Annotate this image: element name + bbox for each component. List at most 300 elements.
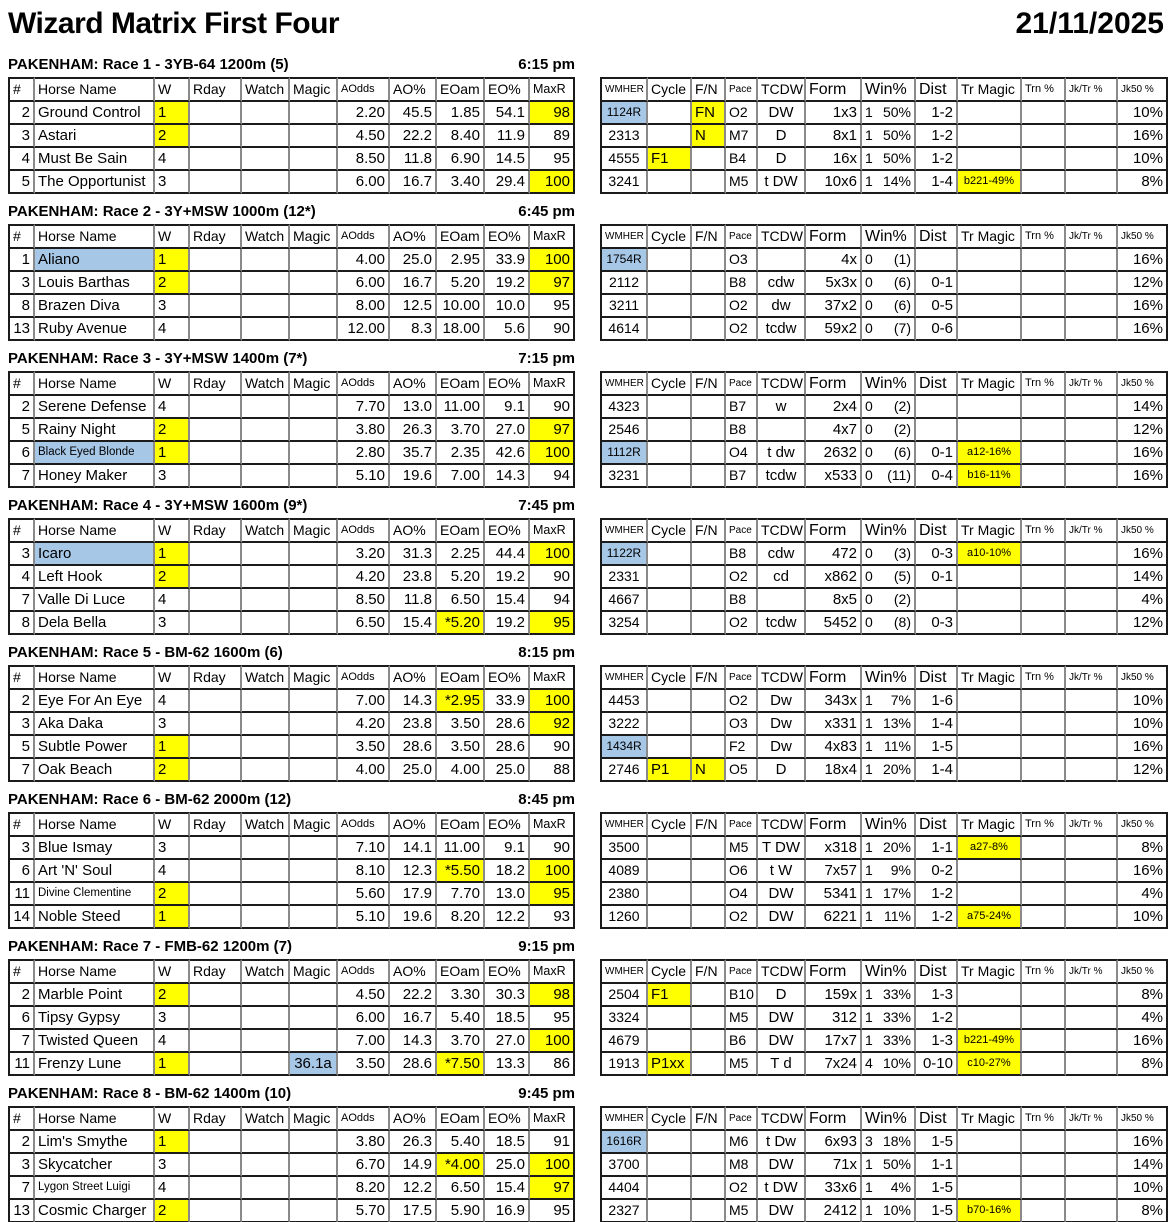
cell-trn [1022, 1131, 1066, 1154]
cell-eo: 19.2 [485, 612, 530, 635]
cell-aodds: 3.80 [338, 1131, 390, 1154]
cell-tcdw: Dw [758, 713, 806, 736]
col-header-pace: Pace [726, 224, 758, 249]
cell-eoam: 6.90 [437, 148, 485, 171]
cell-maxr: 97 [530, 272, 575, 295]
cell-rday [190, 1007, 242, 1030]
cell-maxr: 100 [530, 1154, 575, 1177]
cell-jktr [1066, 713, 1118, 736]
cell-cycle [648, 1007, 692, 1030]
cell-maxr: 97 [530, 1177, 575, 1200]
header-row [8, 518, 575, 543]
col-header-ao: AO% [390, 224, 437, 249]
cell-jk50: 10% [1118, 690, 1168, 713]
cell-tcdw: D [758, 984, 806, 1007]
cell-tcdw: DW [758, 906, 806, 929]
col-header-eoam: EOam [437, 1106, 485, 1131]
cell-fn [692, 171, 726, 194]
win-value [865, 543, 911, 564]
cell-aodds: 3.80 [338, 419, 390, 442]
win-count: 0 [865, 251, 873, 267]
cell-win [862, 249, 916, 272]
cell-name: Marble Point [35, 984, 155, 1007]
cell-maxr: 100 [530, 1030, 575, 1053]
cell-trn [1022, 1200, 1066, 1222]
cell-dist: 1-3 [916, 984, 958, 1007]
cell-eo: 25.0 [485, 759, 530, 782]
cell-tcdw [758, 249, 806, 272]
cell-wmher: 3254 [600, 612, 648, 635]
cell-name: Frenzy Lune [35, 1053, 155, 1076]
race-title: PAKENHAM: Race 6 - BM-62 2000m (12) [8, 791, 292, 808]
cell-tcdw: tcdw [758, 612, 806, 635]
cell-magic [290, 566, 338, 589]
runner-row [600, 419, 1168, 442]
col-header-trmagic: Tr Magic [958, 665, 1022, 690]
col-header-wmher: WMHER [600, 224, 648, 249]
cell-dist: 0-6 [916, 318, 958, 341]
win-count: 0 [865, 467, 873, 483]
cell-maxr: 92 [530, 713, 575, 736]
runner-row [8, 736, 575, 759]
cell-wmher: 4089 [600, 860, 648, 883]
cell-num: 7 [8, 759, 35, 782]
col-header-tcdw: TCDW [758, 371, 806, 396]
cell-magic [290, 736, 338, 759]
cell-maxr: 95 [530, 612, 575, 635]
cell-win [862, 171, 916, 194]
race-2-right-table [600, 224, 1168, 341]
col-header-eoam: EOam [437, 959, 485, 984]
header-row [600, 224, 1168, 249]
cell-trn [1022, 759, 1066, 782]
cell-aodds: 6.70 [338, 1154, 390, 1177]
cell-rday [190, 1131, 242, 1154]
cell-jk50: 8% [1118, 984, 1168, 1007]
cell-name: Icaro [35, 543, 155, 566]
cell-eoam: *4.00 [437, 1154, 485, 1177]
cell-ao: 26.3 [390, 1131, 437, 1154]
cell-name: Aliano [35, 249, 155, 272]
cell-trn [1022, 713, 1066, 736]
cell-ao: 12.5 [390, 295, 437, 318]
cell-w: 3 [155, 1007, 190, 1030]
races-container [0, 55, 1172, 1222]
cell-ao: 22.2 [390, 125, 437, 148]
cell-pace: B10 [726, 984, 758, 1007]
win-value [865, 171, 911, 192]
cell-jktr [1066, 883, 1118, 906]
header-row [8, 371, 575, 396]
cell-jktr [1066, 736, 1118, 759]
cell-trn [1022, 1053, 1066, 1076]
cell-fn [692, 837, 726, 860]
cell-aodds: 4.20 [338, 713, 390, 736]
col-header-jktr: Jk/Tr % [1066, 371, 1118, 396]
cell-eo: 29.4 [485, 171, 530, 194]
cell-magic [290, 272, 338, 295]
cell-dist: 0-1 [916, 566, 958, 589]
col-header-watch: Watch [242, 959, 290, 984]
win-value [865, 713, 911, 734]
cell-aodds: 6.50 [338, 612, 390, 635]
col-header-magic: Magic [290, 959, 338, 984]
win-value [865, 295, 911, 316]
col-header-wmher: WMHER [600, 1106, 648, 1131]
cell-aodds: 2.80 [338, 442, 390, 465]
col-header-tcdw: TCDW [758, 1106, 806, 1131]
cell-rday [190, 272, 242, 295]
cell-cycle [648, 125, 692, 148]
cell-jk50: 16% [1118, 318, 1168, 341]
win-percent: (6) [893, 444, 911, 460]
cell-eoam: 3.50 [437, 736, 485, 759]
cell-cycle [648, 1200, 692, 1222]
cell-num: 6 [8, 1007, 35, 1030]
win-percent: 11% [884, 908, 911, 924]
win-count: 0 [865, 297, 873, 313]
cell-magic [290, 690, 338, 713]
cell-jk50: 12% [1118, 759, 1168, 782]
cell-eo: 13.3 [485, 1053, 530, 1076]
cell-fn [692, 148, 726, 171]
cell-ao: 12.3 [390, 860, 437, 883]
cell-trn [1022, 566, 1066, 589]
cell-magic [290, 759, 338, 782]
cell-trmagic: b221-49% [958, 1030, 1022, 1053]
runner-row [8, 419, 575, 442]
cell-magic [290, 171, 338, 194]
cell-trn [1022, 318, 1066, 341]
win-count: 3 [865, 1133, 873, 1149]
col-header-trmagic: Tr Magic [958, 77, 1022, 102]
win-count: 1 [865, 908, 873, 924]
cell-fn [692, 318, 726, 341]
cell-num: 6 [8, 442, 35, 465]
header-row [8, 224, 575, 249]
col-header-num: # [8, 812, 35, 837]
runner-row [600, 148, 1168, 171]
runner-row [600, 318, 1168, 341]
win-percent: 9% [890, 862, 911, 878]
cell-form: 1x3 [806, 102, 862, 125]
col-header-rday: Rday [190, 665, 242, 690]
col-header-cycle: Cycle [648, 518, 692, 543]
runner-row [8, 125, 575, 148]
cell-maxr: 98 [530, 984, 575, 1007]
cell-tcdw: t Dw [758, 1131, 806, 1154]
cell-rday [190, 148, 242, 171]
cell-w: 3 [155, 465, 190, 488]
cell-watch [242, 396, 290, 419]
cell-form: 10x6 [806, 171, 862, 194]
cell-form: 16x [806, 148, 862, 171]
cell-pace: O2 [726, 318, 758, 341]
col-header-jktr: Jk/Tr % [1066, 959, 1118, 984]
runner-row [8, 249, 575, 272]
cell-name: Louis Barthas [35, 272, 155, 295]
cell-pace: O2 [726, 295, 758, 318]
cell-jktr [1066, 442, 1118, 465]
col-header-rday: Rday [190, 224, 242, 249]
cell-jktr [1066, 1030, 1118, 1053]
cell-jk50: 16% [1118, 295, 1168, 318]
cell-rday [190, 125, 242, 148]
col-header-rday: Rday [190, 371, 242, 396]
cell-cycle [648, 543, 692, 566]
cell-ao: 19.6 [390, 465, 437, 488]
cell-pace: O2 [726, 690, 758, 713]
cell-maxr: 100 [530, 171, 575, 194]
col-header-dist: Dist [916, 518, 958, 543]
cell-cycle [648, 906, 692, 929]
cell-ao: 14.9 [390, 1154, 437, 1177]
win-percent: (3) [893, 545, 911, 561]
cell-form: 159x [806, 984, 862, 1007]
cell-magic [290, 589, 338, 612]
cell-eo: 14.5 [485, 148, 530, 171]
cell-name: Twisted Queen [35, 1030, 155, 1053]
cell-fn: N [692, 759, 726, 782]
col-header-win: Win% [862, 1106, 916, 1131]
cell-win [862, 860, 916, 883]
runner-row [600, 1131, 1168, 1154]
col-header-ao: AO% [390, 959, 437, 984]
cell-tcdw: t W [758, 860, 806, 883]
col-header-jktr: Jk/Tr % [1066, 224, 1118, 249]
cell-tcdw: t dw [758, 442, 806, 465]
cell-w: 2 [155, 1200, 190, 1222]
cell-dist: 0-3 [916, 612, 958, 635]
runner-row [8, 295, 575, 318]
runner-row [600, 713, 1168, 736]
cell-num: 2 [8, 690, 35, 713]
cell-cycle [648, 713, 692, 736]
cell-fn [692, 883, 726, 906]
runner-row [8, 860, 575, 883]
col-header-magic: Magic [290, 371, 338, 396]
cell-fn [692, 1200, 726, 1222]
cell-jk50: 4% [1118, 589, 1168, 612]
cell-trmagic [958, 396, 1022, 419]
cell-eo: 33.9 [485, 249, 530, 272]
race-time: 9:15 pm [518, 938, 575, 955]
win-value [865, 1131, 911, 1152]
cell-cycle [648, 860, 692, 883]
cell-jktr [1066, 171, 1118, 194]
cell-name: Skycatcher [35, 1154, 155, 1177]
col-header-jk50: Jk50 % [1118, 1106, 1168, 1131]
cell-eo: 15.4 [485, 589, 530, 612]
col-header-trmagic: Tr Magic [958, 959, 1022, 984]
col-header-fn: F/N [692, 665, 726, 690]
cell-ao: 15.4 [390, 612, 437, 635]
cell-eoam: *7.50 [437, 1053, 485, 1076]
cell-wmher: 2327 [600, 1200, 648, 1222]
cell-eo: 33.9 [485, 690, 530, 713]
cell-num: 13 [8, 1200, 35, 1222]
cell-magic [290, 249, 338, 272]
race-1-left-table [8, 77, 575, 194]
cell-name: Left Hook [35, 566, 155, 589]
runner-row [8, 589, 575, 612]
runner-row [600, 759, 1168, 782]
cell-watch [242, 906, 290, 929]
cell-win [862, 102, 916, 125]
cell-eoam: 3.50 [437, 713, 485, 736]
cell-rday [190, 318, 242, 341]
cell-w: 1 [155, 1053, 190, 1076]
cell-win [862, 1200, 916, 1222]
race-header [8, 55, 575, 74]
win-value [865, 148, 911, 169]
cell-jk50: 16% [1118, 442, 1168, 465]
cell-wmher: 4667 [600, 589, 648, 612]
cell-rday [190, 1030, 242, 1053]
cell-num: 3 [8, 837, 35, 860]
cell-maxr: 94 [530, 465, 575, 488]
cell-form: 6221 [806, 906, 862, 929]
col-header-pace: Pace [726, 1106, 758, 1131]
cell-aodds: 8.50 [338, 589, 390, 612]
cell-aodds: 3.50 [338, 736, 390, 759]
cell-trn [1022, 102, 1066, 125]
cell-pace: O4 [726, 442, 758, 465]
win-value [865, 442, 911, 463]
runner-row [600, 295, 1168, 318]
col-header-trn: Trn % [1022, 371, 1066, 396]
cell-magic [290, 318, 338, 341]
cell-jk50: 16% [1118, 1131, 1168, 1154]
cell-trmagic [958, 148, 1022, 171]
header-row [600, 665, 1168, 690]
cell-wmher: 1616R [600, 1131, 648, 1154]
cell-jk50: 14% [1118, 566, 1168, 589]
col-header-name: Horse Name [35, 812, 155, 837]
col-header-cycle: Cycle [648, 224, 692, 249]
cell-maxr: 95 [530, 295, 575, 318]
cell-num: 5 [8, 171, 35, 194]
cell-aodds: 7.00 [338, 690, 390, 713]
win-count: 1 [865, 761, 873, 777]
win-percent: 13% [882, 715, 911, 731]
win-percent: 10% [882, 1055, 911, 1071]
cell-eo: 42.6 [485, 442, 530, 465]
col-header-form: Form [806, 665, 862, 690]
cell-pace: M5 [726, 1007, 758, 1030]
cell-form: 8x5 [806, 589, 862, 612]
col-header-jk50: Jk50 % [1118, 518, 1168, 543]
cell-rday [190, 1200, 242, 1222]
cell-rday [190, 1177, 242, 1200]
col-header-watch: Watch [242, 77, 290, 102]
cell-wmher: 4679 [600, 1030, 648, 1053]
col-header-eoam: EOam [437, 77, 485, 102]
win-percent: 33% [882, 1009, 911, 1025]
cell-jktr [1066, 1200, 1118, 1222]
cell-fn: FN [692, 102, 726, 125]
cell-name: Subtle Power [35, 736, 155, 759]
col-header-maxr: MaxR [530, 959, 575, 984]
col-header-fn: F/N [692, 518, 726, 543]
cell-wmher: 4323 [600, 396, 648, 419]
cell-jktr [1066, 984, 1118, 1007]
col-header-fn: F/N [692, 1106, 726, 1131]
cell-jktr [1066, 566, 1118, 589]
cell-fn [692, 543, 726, 566]
cell-num: 6 [8, 860, 35, 883]
cell-cycle [648, 1177, 692, 1200]
cell-num: 14 [8, 906, 35, 929]
runner-row [8, 1030, 575, 1053]
cell-ao: 14.1 [390, 837, 437, 860]
cell-watch [242, 1200, 290, 1222]
col-header-magic: Magic [290, 224, 338, 249]
col-header-form: Form [806, 371, 862, 396]
cell-maxr: 100 [530, 543, 575, 566]
header-row [8, 665, 575, 690]
cell-pace: O4 [726, 883, 758, 906]
cell-dist: 0-1 [916, 272, 958, 295]
cell-trn [1022, 272, 1066, 295]
col-header-eoam: EOam [437, 812, 485, 837]
cell-eo: 16.9 [485, 1200, 530, 1222]
col-header-magic: Magic [290, 812, 338, 837]
cell-num: 2 [8, 1131, 35, 1154]
col-header-wmher: WMHER [600, 371, 648, 396]
col-header-ao: AO% [390, 518, 437, 543]
cell-name: Lygon Street Luigi [35, 1177, 155, 1200]
col-header-eo: EO% [485, 224, 530, 249]
cell-trn [1022, 837, 1066, 860]
cell-watch [242, 1177, 290, 1200]
col-header-cycle: Cycle [648, 959, 692, 984]
cell-eo: 28.6 [485, 736, 530, 759]
runner-row [8, 612, 575, 635]
cell-win [862, 396, 916, 419]
cell-ao: 8.3 [390, 318, 437, 341]
cell-rday [190, 713, 242, 736]
col-header-trn: Trn % [1022, 959, 1066, 984]
race-header [8, 349, 575, 368]
col-header-eo: EO% [485, 371, 530, 396]
cell-magic [290, 442, 338, 465]
win-count: 1 [865, 1156, 873, 1172]
race-block-8 [8, 1084, 1172, 1222]
cell-pace: B7 [726, 465, 758, 488]
cell-name: The Opportunist [35, 171, 155, 194]
cell-trmagic [958, 295, 1022, 318]
cell-cycle [648, 837, 692, 860]
win-count: 0 [865, 320, 873, 336]
col-header-pace: Pace [726, 371, 758, 396]
cell-tcdw: DW [758, 1007, 806, 1030]
race-tables [8, 812, 1172, 929]
cell-dist: 1-5 [916, 736, 958, 759]
cell-trmagic [958, 589, 1022, 612]
win-percent: 7% [890, 692, 911, 708]
cell-wmher: 3231 [600, 465, 648, 488]
cell-w: 3 [155, 837, 190, 860]
cell-jk50: 16% [1118, 1030, 1168, 1053]
cell-dist [916, 396, 958, 419]
win-percent: (2) [893, 398, 911, 414]
cell-dist: 0-5 [916, 295, 958, 318]
cell-eoam: 5.40 [437, 1007, 485, 1030]
cell-ao: 22.2 [390, 984, 437, 1007]
win-value [865, 837, 911, 858]
cell-num: 4 [8, 566, 35, 589]
